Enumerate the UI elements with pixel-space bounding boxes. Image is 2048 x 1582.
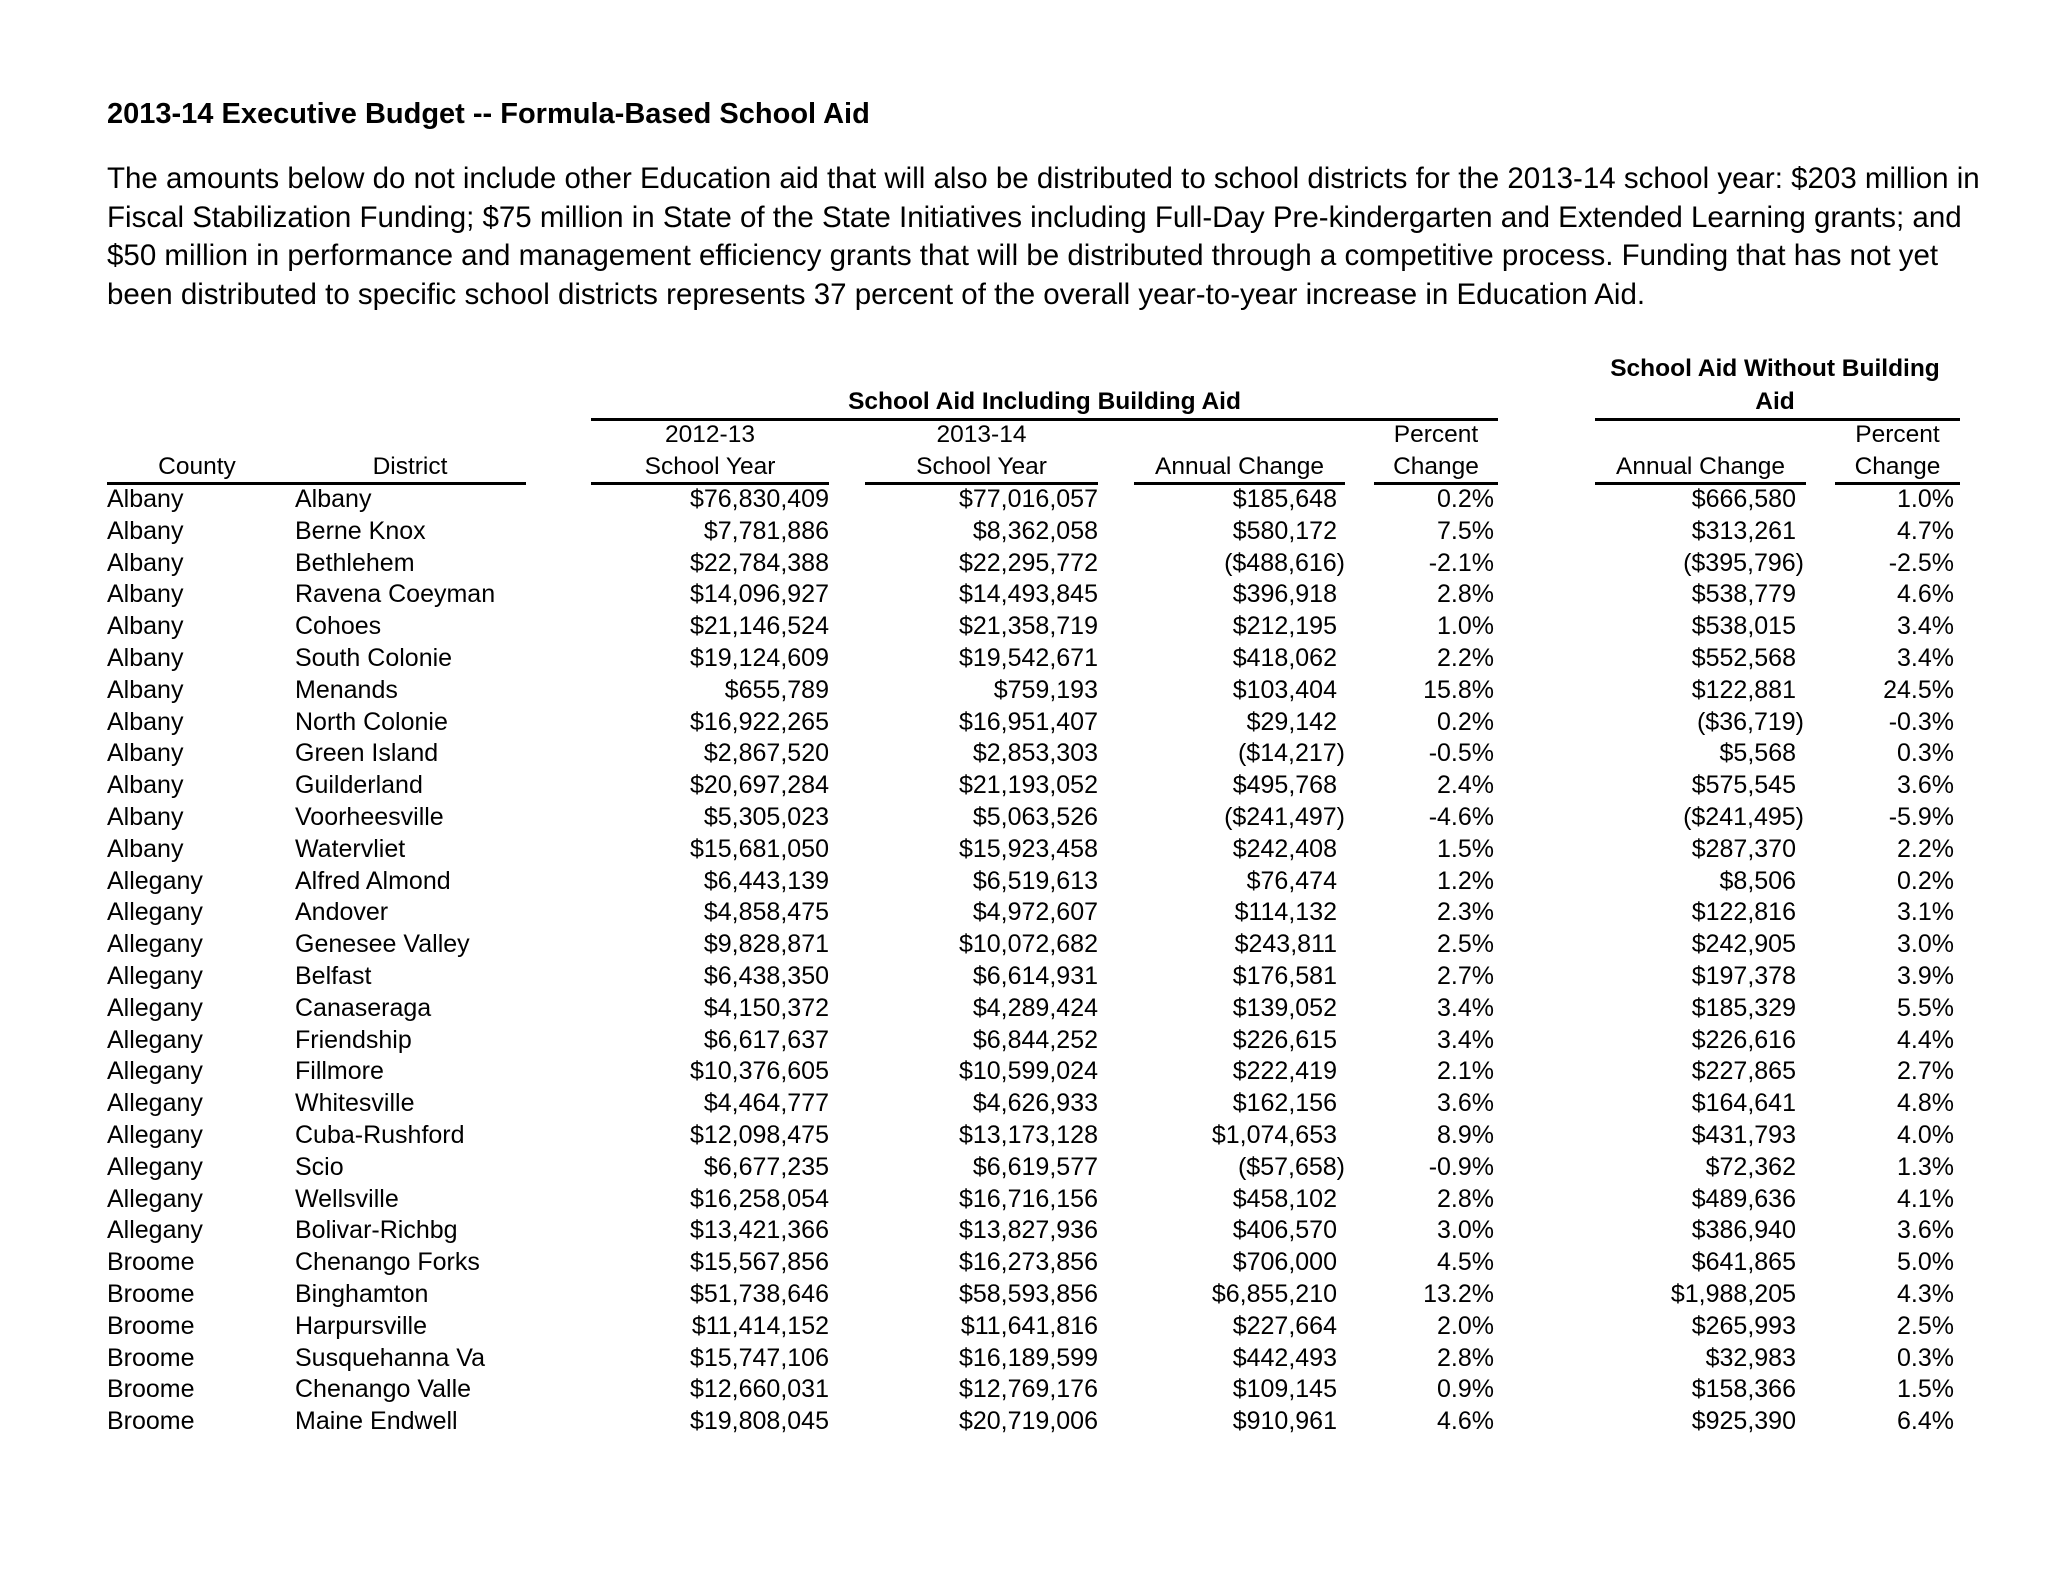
column-header-district: District bbox=[372, 453, 448, 480]
column-header-annual-change-without: Annual Change bbox=[1616, 453, 1785, 480]
annual-change-without-cell: $122,816 bbox=[1691, 898, 1796, 927]
page-title: 2013-14 Executive Budget -- Formula-Based School Aid bbox=[107, 98, 870, 130]
school-year-2013-14-cell: $6,519,613 bbox=[972, 866, 1098, 895]
column-header-2013-14: 2013-14 bbox=[936, 421, 1027, 448]
percent-change-without-cell: 3.1% bbox=[1897, 898, 1954, 927]
school-year-2012-13-cell: $22,784,388 bbox=[689, 548, 829, 577]
county-cell: Albany bbox=[107, 771, 184, 800]
school-year-2012-13-cell: $13,421,366 bbox=[689, 1216, 829, 1245]
percent-change-without-cell: 4.1% bbox=[1897, 1184, 1954, 1213]
district-cell: Fillmore bbox=[295, 1057, 384, 1086]
school-year-2012-13-cell: $7,781,886 bbox=[703, 516, 829, 545]
annual-change-without-cell: $8,506 bbox=[1719, 866, 1796, 895]
percent-change-without-cell: 6.4% bbox=[1897, 1407, 1954, 1436]
school-year-2012-13-cell: $21,146,524 bbox=[689, 612, 829, 641]
percent-change-cell: 1.2% bbox=[1437, 866, 1494, 895]
annual-change-cell: $6,855,210 bbox=[1211, 1280, 1337, 1308]
percent-change-without-cell: 3.0% bbox=[1897, 930, 1954, 959]
county-cell: Allegany bbox=[107, 962, 203, 990]
percent-change-without-cell: 2.7% bbox=[1897, 1057, 1954, 1086]
annual-change-cell: $458,102 bbox=[1232, 1184, 1337, 1213]
percent-change-without-cell: 4.8% bbox=[1897, 1089, 1954, 1118]
district-cell: Ravena Coeyman bbox=[295, 580, 496, 609]
school-year-2013-14-cell: $6,614,931 bbox=[972, 962, 1098, 990]
school-year-2012-13-cell: $14,096,927 bbox=[689, 580, 829, 609]
annual-change-without-cell: $265,993 bbox=[1691, 1311, 1796, 1340]
school-year-2012-13-cell: $15,747,106 bbox=[689, 1343, 829, 1372]
annual-change-cell: $29,142 bbox=[1246, 707, 1337, 736]
percent-change-cell: -0.9% bbox=[1428, 1152, 1494, 1181]
school-year-2012-13-cell: $20,697,284 bbox=[689, 771, 829, 800]
percent-change-cell: 2.7% bbox=[1437, 962, 1494, 990]
percent-change-without-cell: 4.4% bbox=[1897, 1025, 1954, 1054]
annual-change-cell: $242,408 bbox=[1232, 834, 1337, 863]
district-cell: Cohoes bbox=[295, 612, 382, 641]
annual-change-without-cell: $32,983 bbox=[1705, 1343, 1796, 1372]
percent-change-without-cell: 1.3% bbox=[1897, 1152, 1954, 1181]
school-year-2012-13-cell: $12,098,475 bbox=[689, 1121, 829, 1149]
percent-change-cell: 2.3% bbox=[1437, 898, 1494, 927]
county-cell: Albany bbox=[107, 675, 184, 704]
percent-change-cell: -2.1% bbox=[1428, 548, 1494, 577]
annual-change-cell: ($488,616) bbox=[1224, 548, 1345, 577]
county-cell: Albany bbox=[107, 580, 184, 609]
school-year-2013-14-cell: $6,844,252 bbox=[972, 1025, 1098, 1054]
percent-change-cell: 3.6% bbox=[1437, 1089, 1494, 1118]
annual-change-cell: $396,918 bbox=[1232, 580, 1337, 609]
county-cell: Albany bbox=[107, 612, 184, 641]
county-cell: Albany bbox=[107, 707, 184, 736]
annual-change-cell: $495,768 bbox=[1232, 771, 1337, 800]
annual-change-without-cell: ($241,495) bbox=[1683, 803, 1804, 831]
annual-change-cell: $103,404 bbox=[1232, 675, 1337, 704]
column-header-percent-change-without: Change bbox=[1854, 453, 1941, 480]
annual-change-without-cell: ($36,719) bbox=[1696, 707, 1804, 736]
county-cell: Allegany bbox=[107, 930, 203, 959]
percent-change-cell: 2.1% bbox=[1437, 1057, 1494, 1086]
school-year-2013-14-cell: $16,273,856 bbox=[958, 1248, 1098, 1277]
district-cell: North Colonie bbox=[295, 707, 448, 736]
annual-change-cell: $580,172 bbox=[1232, 516, 1337, 545]
percent-change-without-cell: 0.3% bbox=[1897, 739, 1954, 768]
annual-change-without-cell: $1,988,205 bbox=[1670, 1280, 1796, 1308]
annual-change-without-cell: $925,390 bbox=[1691, 1407, 1796, 1436]
annual-change-cell: $212,195 bbox=[1232, 612, 1337, 641]
annual-change-cell: $176,581 bbox=[1232, 962, 1337, 990]
annual-change-without-cell: $538,015 bbox=[1691, 612, 1796, 641]
school-year-2012-13-cell: $6,677,235 bbox=[703, 1152, 829, 1181]
percent-change-without-cell: 5.5% bbox=[1897, 993, 1954, 1022]
annual-change-cell: ($241,497) bbox=[1224, 803, 1345, 831]
school-year-2012-13-cell: $15,681,050 bbox=[689, 834, 829, 863]
district-cell: Scio bbox=[295, 1152, 344, 1181]
school-year-2013-14-cell: $15,923,458 bbox=[958, 834, 1098, 863]
school-year-2013-14-cell: $12,769,176 bbox=[958, 1375, 1098, 1404]
column-header-percent-without: Percent bbox=[1855, 421, 1940, 448]
district-cell: Susquehanna Va bbox=[295, 1343, 485, 1372]
county-cell: Albany bbox=[107, 739, 184, 768]
district-cell: Canaseraga bbox=[295, 993, 432, 1022]
percent-change-cell: 0.2% bbox=[1437, 485, 1494, 513]
percent-change-cell: 0.9% bbox=[1437, 1375, 1494, 1404]
school-year-2012-13-cell: $76,830,409 bbox=[689, 485, 829, 513]
school-year-2013-14-cell: $13,173,128 bbox=[958, 1121, 1098, 1149]
district-cell: Chenango Valle bbox=[295, 1375, 472, 1404]
school-year-2013-14-cell: $759,193 bbox=[993, 675, 1098, 704]
county-cell: Allegany bbox=[107, 866, 203, 895]
annual-change-without-cell: $489,636 bbox=[1691, 1184, 1796, 1213]
column-header-annual-change: Annual Change bbox=[1155, 453, 1324, 480]
school-year-2013-14-cell: $5,063,526 bbox=[972, 803, 1098, 831]
county-cell: Allegany bbox=[107, 1057, 203, 1086]
school-year-2013-14-cell: $14,493,845 bbox=[958, 580, 1098, 609]
county-cell: Allegany bbox=[107, 898, 203, 927]
county-cell: Albany bbox=[107, 834, 184, 863]
percent-change-cell: 7.5% bbox=[1437, 516, 1494, 545]
percent-change-without-cell: 1.0% bbox=[1897, 485, 1954, 513]
school-year-2012-13-cell: $19,124,609 bbox=[689, 644, 829, 672]
annual-change-cell: ($57,658) bbox=[1237, 1152, 1345, 1181]
school-year-2013-14-cell: $77,016,057 bbox=[958, 485, 1098, 513]
annual-change-cell: $109,145 bbox=[1232, 1375, 1337, 1404]
percent-change-cell: -4.6% bbox=[1428, 803, 1494, 831]
annual-change-cell: $706,000 bbox=[1232, 1248, 1337, 1277]
percent-change-without-cell: 3.6% bbox=[1897, 771, 1954, 800]
percent-change-cell: 1.0% bbox=[1437, 612, 1494, 641]
district-cell: Berne Knox bbox=[295, 516, 426, 545]
school-year-2012-13-cell: $655,789 bbox=[724, 675, 829, 704]
annual-change-without-cell: $158,366 bbox=[1691, 1375, 1796, 1404]
district-cell: Bolivar-Richbg bbox=[295, 1216, 458, 1245]
annual-change-without-cell: $197,378 bbox=[1691, 962, 1796, 990]
group-header-including-building-aid: School Aid Including Building Aid bbox=[848, 388, 1241, 415]
percent-change-cell: 3.0% bbox=[1437, 1216, 1494, 1245]
annual-change-without-cell: $185,329 bbox=[1691, 993, 1796, 1022]
district-cell: Green Island bbox=[295, 739, 439, 768]
district-cell: Alfred Almond bbox=[295, 866, 451, 895]
school-year-2013-14-cell: $19,542,671 bbox=[958, 644, 1098, 672]
column-header-percent: Percent bbox=[1393, 421, 1479, 448]
percent-change-cell: 4.5% bbox=[1437, 1248, 1494, 1277]
county-cell: Broome bbox=[107, 1311, 195, 1340]
annual-change-without-cell: $72,362 bbox=[1705, 1152, 1796, 1181]
district-cell: Chenango Forks bbox=[295, 1248, 480, 1277]
percent-change-cell: 13.2% bbox=[1423, 1280, 1494, 1308]
county-cell: Broome bbox=[107, 1343, 195, 1372]
county-cell: Broome bbox=[107, 1407, 195, 1436]
district-cell: Binghamton bbox=[295, 1280, 429, 1308]
school-year-2013-14-cell: $10,072,682 bbox=[958, 930, 1098, 959]
group-header-without-building-aid: School Aid Without Building bbox=[1610, 355, 1940, 382]
district-cell: Bethlehem bbox=[295, 548, 415, 577]
annual-change-without-cell: $666,580 bbox=[1691, 485, 1796, 513]
school-year-2012-13-cell: $6,438,350 bbox=[703, 962, 829, 990]
annual-change-cell: $243,811 bbox=[1234, 930, 1337, 959]
percent-change-without-cell: 4.3% bbox=[1897, 1280, 1954, 1308]
annual-change-without-cell: $242,905 bbox=[1691, 930, 1796, 959]
percent-change-without-cell: 24.5% bbox=[1883, 675, 1954, 704]
percent-change-without-cell: 2.5% bbox=[1897, 1311, 1954, 1340]
column-header-2013-14-school-year: School Year bbox=[916, 453, 1047, 480]
annual-change-without-cell: $641,865 bbox=[1691, 1248, 1796, 1277]
annual-change-cell: $442,493 bbox=[1232, 1343, 1337, 1372]
percent-change-cell: 0.2% bbox=[1437, 707, 1494, 736]
group-header-without-building-aid-line2: Aid bbox=[1755, 388, 1795, 415]
school-year-2012-13-cell: $51,738,646 bbox=[689, 1280, 829, 1308]
column-header-2012-13-school-year: School Year bbox=[644, 453, 776, 480]
school-year-2012-13-cell: $5,305,023 bbox=[703, 803, 829, 831]
school-year-2013-14-cell: $20,719,006 bbox=[958, 1407, 1098, 1436]
school-year-2013-14-cell: $11,641,816 bbox=[960, 1311, 1098, 1340]
school-year-2012-13-cell: $6,443,139 bbox=[703, 866, 829, 895]
district-cell: Andover bbox=[295, 898, 389, 927]
school-year-2012-13-cell: $4,150,372 bbox=[703, 993, 829, 1022]
school-year-2013-14-cell: $22,295,772 bbox=[958, 548, 1098, 577]
annual-change-without-cell: $227,865 bbox=[1691, 1057, 1796, 1086]
annual-change-without-cell: $431,793 bbox=[1691, 1121, 1796, 1149]
percent-change-without-cell: 3.6% bbox=[1897, 1216, 1954, 1245]
school-year-2013-14-cell: $21,193,052 bbox=[958, 771, 1098, 800]
school-year-2013-14-cell: $16,716,156 bbox=[958, 1184, 1098, 1213]
annual-change-cell: $406,570 bbox=[1232, 1216, 1337, 1245]
annual-change-without-cell: $287,370 bbox=[1691, 834, 1796, 863]
percent-change-cell: 2.2% bbox=[1437, 644, 1494, 672]
annual-change-cell: $910,961 bbox=[1232, 1407, 1337, 1436]
percent-change-without-cell: -5.9% bbox=[1888, 803, 1954, 831]
school-year-2013-14-cell: $13,827,936 bbox=[958, 1216, 1098, 1245]
percent-change-without-cell: 0.3% bbox=[1897, 1343, 1954, 1372]
annual-change-without-cell: $575,545 bbox=[1691, 771, 1796, 800]
district-cell: Voorheesville bbox=[295, 803, 444, 831]
percent-change-without-cell: 4.0% bbox=[1897, 1121, 1954, 1149]
county-cell: Broome bbox=[107, 1248, 195, 1277]
district-cell: Cuba-Rushford bbox=[295, 1121, 465, 1149]
intro-paragraph: The amounts below do not include other Education aid that will also be distributed to school districts for the 2013-14 school year: $203 million in Fiscal Stabilization Funding; $75 million in State of the State Initiatives including Full-Day Pre-kindergarten and Extended Learning grants; and $50 million in performance and management efficiency grants that will be distributed through a competitive process. Funding that has not yet been distributed to specific school districts represents 37 percent of the overall year-to-year increase in Education Aid. bbox=[107, 162, 1980, 311]
district-cell: Albany bbox=[295, 485, 372, 513]
county-cell: Allegany bbox=[107, 1216, 203, 1245]
annual-change-without-cell: $226,616 bbox=[1691, 1025, 1796, 1054]
annual-change-without-cell: $538,779 bbox=[1691, 580, 1796, 609]
percent-change-without-cell: -2.5% bbox=[1888, 548, 1954, 577]
school-year-2012-13-cell: $2,867,520 bbox=[703, 739, 829, 768]
percent-change-without-cell: 3.4% bbox=[1897, 644, 1954, 672]
district-cell: Belfast bbox=[295, 962, 372, 990]
district-cell: Wellsville bbox=[295, 1184, 399, 1213]
percent-change-cell: 3.4% bbox=[1437, 1025, 1494, 1054]
percent-change-cell: 2.0% bbox=[1437, 1311, 1494, 1340]
annual-change-cell: ($14,217) bbox=[1237, 739, 1345, 768]
column-header-county: County bbox=[158, 453, 236, 480]
county-cell: Allegany bbox=[107, 1121, 203, 1149]
percent-change-cell: 2.4% bbox=[1437, 771, 1494, 800]
school-year-2013-14-cell: $4,289,424 bbox=[972, 993, 1098, 1022]
school-year-2013-14-cell: $4,626,933 bbox=[972, 1089, 1098, 1118]
annual-change-cell: $1,074,653 bbox=[1211, 1121, 1337, 1149]
county-cell: Albany bbox=[107, 485, 184, 513]
annual-change-cell: $226,615 bbox=[1232, 1025, 1337, 1054]
annual-change-without-cell: $313,261 bbox=[1691, 516, 1796, 545]
district-cell: Harpursville bbox=[295, 1311, 427, 1340]
district-cell: Menands bbox=[295, 675, 398, 704]
percent-change-without-cell: 2.2% bbox=[1897, 834, 1954, 863]
annual-change-cell: $162,156 bbox=[1232, 1089, 1337, 1118]
county-cell: Allegany bbox=[107, 1089, 203, 1118]
county-cell: Albany bbox=[107, 644, 184, 672]
percent-change-cell: 2.8% bbox=[1437, 1343, 1494, 1372]
county-cell: Albany bbox=[107, 803, 184, 831]
percent-change-without-cell: 1.5% bbox=[1897, 1375, 1954, 1404]
school-year-2013-14-cell: $6,619,577 bbox=[972, 1152, 1098, 1181]
percent-change-cell: 2.5% bbox=[1437, 930, 1494, 959]
school-year-2012-13-cell: $16,258,054 bbox=[689, 1184, 829, 1213]
annual-change-without-cell: ($395,796) bbox=[1683, 548, 1804, 577]
percent-change-without-cell: 0.2% bbox=[1897, 866, 1954, 895]
percent-change-without-cell: 4.6% bbox=[1897, 580, 1954, 609]
school-year-2012-13-cell: $15,567,856 bbox=[689, 1248, 829, 1277]
district-cell: South Colonie bbox=[295, 644, 453, 672]
annual-change-without-cell: $5,568 bbox=[1719, 739, 1796, 768]
county-cell: Albany bbox=[107, 516, 184, 545]
school-year-2012-13-cell: $16,922,265 bbox=[689, 707, 829, 736]
annual-change-cell: $418,062 bbox=[1232, 644, 1337, 672]
district-cell: Watervliet bbox=[295, 834, 406, 863]
school-year-2013-14-cell: $21,358,719 bbox=[958, 612, 1098, 641]
district-cell: Genesee Valley bbox=[295, 930, 470, 959]
school-year-2013-14-cell: $4,972,607 bbox=[972, 898, 1098, 927]
county-cell: Broome bbox=[107, 1375, 195, 1404]
school-year-2012-13-cell: $9,828,871 bbox=[703, 930, 829, 959]
school-year-2012-13-cell: $4,858,475 bbox=[703, 898, 829, 927]
school-year-2012-13-cell: $6,617,637 bbox=[703, 1025, 829, 1054]
school-year-2012-13-cell: $4,464,777 bbox=[703, 1089, 829, 1118]
school-year-2013-14-cell: $2,853,303 bbox=[972, 739, 1098, 768]
county-cell: Allegany bbox=[107, 1025, 203, 1054]
percent-change-cell: 8.9% bbox=[1437, 1121, 1494, 1149]
school-year-2013-14-cell: $58,593,856 bbox=[958, 1280, 1098, 1308]
percent-change-cell: 2.8% bbox=[1437, 580, 1494, 609]
school-year-2012-13-cell: $10,376,605 bbox=[689, 1057, 829, 1086]
county-cell: Allegany bbox=[107, 1184, 203, 1213]
annual-change-without-cell: $122,881 bbox=[1691, 675, 1796, 704]
school-year-2012-13-cell: $12,660,031 bbox=[689, 1375, 829, 1404]
percent-change-without-cell: 3.9% bbox=[1897, 962, 1954, 990]
column-header-2012-13: 2012-13 bbox=[665, 421, 755, 448]
percent-change-cell: -0.5% bbox=[1428, 739, 1494, 768]
annual-change-cell: $139,052 bbox=[1232, 993, 1337, 1022]
county-cell: Albany bbox=[107, 548, 184, 577]
district-cell: Guilderland bbox=[295, 771, 423, 800]
county-cell: Broome bbox=[107, 1280, 195, 1308]
school-year-2013-14-cell: $16,951,407 bbox=[958, 707, 1098, 736]
annual-change-without-cell: $552,568 bbox=[1691, 644, 1796, 672]
percent-change-without-cell: 3.4% bbox=[1897, 612, 1954, 641]
school-year-2013-14-cell: $10,599,024 bbox=[958, 1057, 1098, 1086]
annual-change-without-cell: $164,641 bbox=[1691, 1089, 1796, 1118]
percent-change-cell: 15.8% bbox=[1423, 675, 1494, 704]
school-year-2013-14-cell: $8,362,058 bbox=[972, 516, 1098, 545]
annual-change-without-cell: $386,940 bbox=[1691, 1216, 1796, 1245]
percent-change-cell: 2.8% bbox=[1437, 1184, 1494, 1213]
percent-change-cell: 1.5% bbox=[1437, 834, 1494, 863]
county-cell: Allegany bbox=[107, 993, 203, 1022]
county-cell: Allegany bbox=[107, 1152, 203, 1181]
percent-change-without-cell: 4.7% bbox=[1897, 516, 1954, 545]
annual-change-cell: $227,664 bbox=[1232, 1311, 1337, 1340]
percent-change-cell: 3.4% bbox=[1437, 993, 1494, 1022]
annual-change-cell: $114,132 bbox=[1234, 898, 1337, 927]
percent-change-without-cell: 5.0% bbox=[1897, 1248, 1954, 1277]
percent-change-without-cell: -0.3% bbox=[1888, 707, 1954, 736]
district-cell: Friendship bbox=[295, 1025, 412, 1054]
school-year-2013-14-cell: $16,189,599 bbox=[958, 1343, 1098, 1372]
district-cell: Whitesville bbox=[295, 1089, 415, 1118]
percent-change-cell: 4.6% bbox=[1437, 1407, 1494, 1436]
district-cell: Maine Endwell bbox=[295, 1407, 458, 1436]
annual-change-cell: $222,419 bbox=[1232, 1057, 1337, 1086]
school-year-2012-13-cell: $11,414,152 bbox=[691, 1311, 829, 1340]
column-header-percent-change: Change bbox=[1393, 453, 1479, 480]
school-year-2012-13-cell: $19,808,045 bbox=[689, 1407, 829, 1436]
annual-change-cell: $185,648 bbox=[1232, 485, 1337, 513]
annual-change-cell: $76,474 bbox=[1246, 866, 1337, 895]
